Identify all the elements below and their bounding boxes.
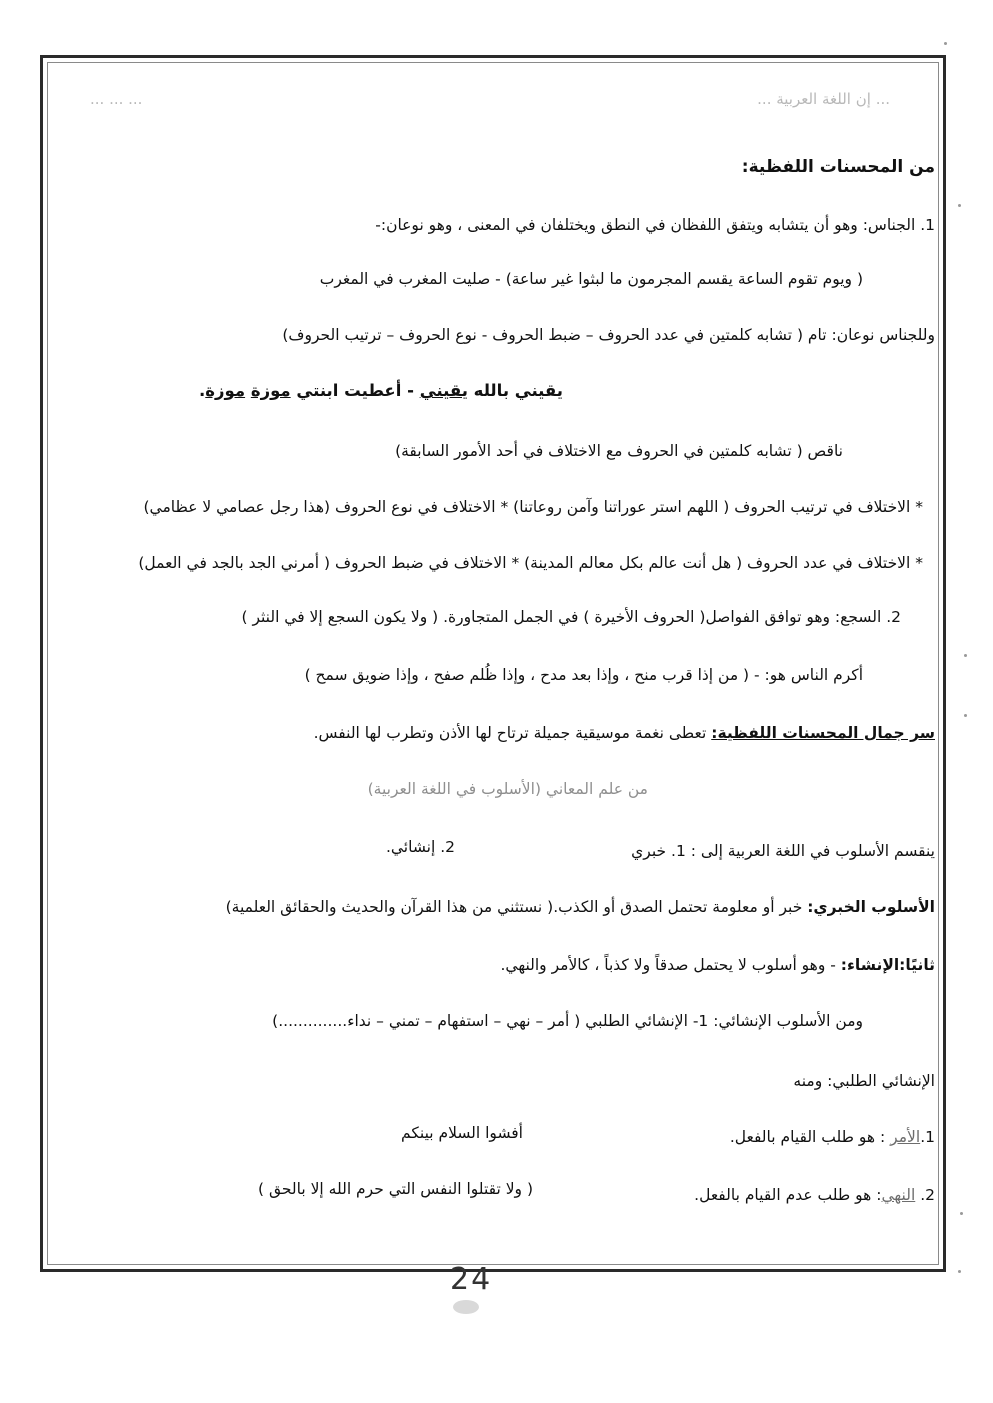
tam-example-underlined: موزة <box>205 381 246 400</box>
scan-speck <box>944 42 947 45</box>
jinas-difference-1: * الاختلاف في ترتيب الحروف ( اللهم استر عوراتنا وآمن روعاتنا) * الاختلاف في نوع الحروف (هذا رجل عصامي لا عظامي) <box>143 498 923 516</box>
page-number: 24 <box>450 1262 493 1297</box>
inshai-text: - وهو أسلوب لا يحتمل صدقاً ولا كذباً ، كالأمر والنهي. <box>500 956 841 974</box>
amr-label: الأمر <box>890 1128 921 1146</box>
talabi-heading: الإنشائي الطلبي: ومنه <box>793 1072 935 1090</box>
tam-example-underlined: موزة <box>250 381 291 400</box>
section-title: من المحسنات اللفظية: <box>741 157 935 177</box>
beauty-label: سر جمال المحسنات اللفظية: <box>711 724 935 742</box>
saj-definition: 2. السجع: وهو توافق الفواصل( الحروف الأخيرة ) في الجمل المتجاورة. ( ولا يكون السجع إلا في النثر ) <box>241 608 901 626</box>
nahy-number: 2. <box>915 1186 935 1204</box>
scan-speck <box>964 654 967 657</box>
saj-example: أكرم الناس هو: - ( من إذا قرب منح ، وإذا بعد مدح ، وإذا ظُلم صفح ، وإذا ضويق سمح ) <box>304 666 863 684</box>
khabari-line <box>226 896 935 918</box>
tam-example-part: . <box>198 381 206 400</box>
header-left-text: ... ... ... <box>90 90 143 108</box>
khabari-label: الأسلوب الخبري: <box>807 898 935 916</box>
scan-speck <box>958 1270 961 1273</box>
khabari-text: خبر أو معلومة تحتمل الصدق أو الكذب.( نستثني من هذا القرآن والحديث والحقائق العلمية) <box>225 898 808 916</box>
amr-text: : هو طلب القيام بالفعل. <box>729 1128 891 1146</box>
inshai-line <box>500 954 935 976</box>
nahy-example: ( ولا تقتلوا النفس التي حرم الله إلا بالحق ) <box>257 1180 533 1198</box>
beauty-text: تعطى نغمة موسيقية جميلة ترتاح لها الأذن وتطرب لها النفس. <box>313 724 712 742</box>
nahy-text: : هو طلب عدم القيام بالفعل. <box>694 1186 882 1204</box>
jinas-examples: ( ويوم تقوم الساعة يقسم المجرمون ما لبثوا غير ساعة) - صليت المغرب في المغرب <box>319 270 863 288</box>
nahy-label: النهي <box>881 1186 916 1204</box>
faded-header <box>90 82 890 118</box>
jinas-types: وللجناس نوعان: تام ( تشابه كلمتين في عدد الحروف – ضبط الحروف - نوع الحروف – ترتيب الحروف) <box>282 326 935 344</box>
scan-speck <box>958 204 961 207</box>
page-number-smudge <box>453 1300 479 1314</box>
jinas-definition: 1. الجناس: وهو أن يتشابه ويتفق اللفظان في النطق ويختلفان في المعنى ، وهو نوعان:- <box>375 216 935 234</box>
inshai-types: ومن الأسلوب الإنشائي: 1- الإنشائي الطلبي ( أمر – نهي – استفهام – تمني – نداء..............) <box>272 1012 863 1030</box>
tam-example-underlined: يقيني <box>419 381 468 400</box>
jinas-tam-example <box>199 380 563 402</box>
inshai-label: ثانيًا:الإنشاء: <box>840 956 935 974</box>
style-division-second: 2. إنشائي. <box>385 838 455 856</box>
scan-speck <box>960 1212 963 1215</box>
jinas-difference-2: * الاختلاف في عدد الحروف ( هل أنت عالم بكل معالم المدينة) * الاختلاف في ضبط الحروف ( أمرني الجد بالجد في العمل) <box>138 554 923 572</box>
style-division: ينقسم الأسلوب في اللغة العربية إلى : 1. خبري <box>631 842 935 860</box>
beauty-line <box>314 722 935 744</box>
amr-line <box>730 1126 935 1148</box>
jinas-naqis: ناقص ( تشابه كلمتين في الحروف مع الاختلاف في أحد الأمور السابقة) <box>395 442 843 460</box>
amr-number: 1. <box>920 1128 935 1146</box>
subtitle-balagha: من علم المعاني (الأسلوب في اللغة العربية) <box>367 780 648 798</box>
header-right-text: ... إن اللغة العربية ... <box>757 90 890 108</box>
nahy-line <box>694 1184 935 1206</box>
amr-example: أفشوا السلام بينكم <box>401 1124 523 1142</box>
scan-speck <box>964 714 967 717</box>
tam-example-part: يقيني بالله <box>467 381 563 400</box>
tam-example-part: - أعطيت ابنتي <box>290 381 420 400</box>
